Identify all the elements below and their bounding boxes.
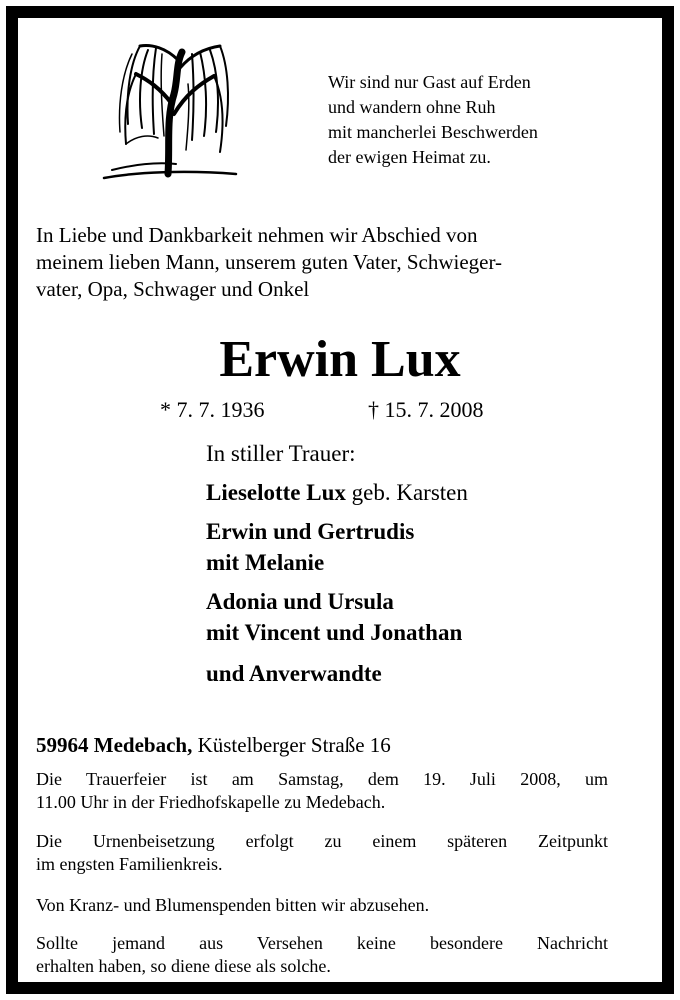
note-line: Die Urnenbeisetzung erfolgt zu einem späteren Zeitpunkt — [36, 831, 608, 851]
verse-line: und wandern ohne Ruh — [328, 97, 496, 117]
mourner-family: Adonia und Ursula — [206, 589, 394, 614]
note-line: erhalten haben, so diene diese als solche. — [36, 956, 331, 976]
death-date: † 15. 7. 2008 — [368, 397, 484, 422]
address-street: Küstelberger Straße 16 — [192, 733, 391, 757]
obituary-notice — [6, 6, 674, 994]
verse-line: Wir sind nur Gast auf Erden — [328, 72, 531, 92]
verse-line: der ewigen Heimat zu. — [328, 147, 491, 167]
birth-date: * 7. 7. 1936 — [160, 397, 265, 422]
intro-line: In Liebe und Dankbarkeit nehmen wir Abschied von — [36, 223, 478, 247]
wife-name: Lieselotte Lux — [206, 480, 346, 505]
verse — [328, 70, 538, 170]
notice-note — [36, 932, 608, 978]
intro-line: vater, Opa, Schwager und Onkel — [36, 277, 310, 301]
note-line: im engsten Familienkreis. — [36, 854, 223, 874]
mourner-wife — [206, 477, 468, 508]
intro-text — [36, 222, 502, 303]
mourner-relatives: und Anverwandte — [206, 661, 382, 686]
note-line: Die Trauerfeier ist am Samstag, dem 19. Juli 2008, um — [36, 769, 608, 789]
urn-note — [36, 830, 608, 876]
note-line: 11.00 Uhr in der Friedhofskapelle zu Medebach. — [36, 792, 386, 812]
weeping-willow-icon — [96, 24, 246, 184]
note-line: Sollte jemand aus Versehen keine besondere Nachricht — [36, 933, 608, 953]
address-city: 59964 Medebach, — [36, 733, 193, 757]
deceased-name: Erwin Lux — [219, 331, 461, 388]
address — [36, 732, 391, 759]
mourner-family: mit Melanie — [206, 550, 325, 575]
mourners-heading: In stiller Trauer: — [206, 441, 356, 466]
ceremony-note — [36, 768, 608, 814]
flowers-note — [36, 894, 608, 917]
wife-maiden-name: geb. Karsten — [345, 480, 468, 505]
intro-line: meinem lieben Mann, unserem guten Vater, Schwieger- — [36, 250, 503, 274]
mourner-family: Erwin und Gertrudis — [206, 519, 415, 544]
verse-line: mit mancherlei Beschwerden — [328, 122, 538, 142]
note-line: Von Kranz- und Blumenspenden bitten wir abzusehen. — [36, 895, 430, 915]
mourners-list — [206, 438, 468, 689]
mourner-family: mit Vincent und Jonathan — [206, 620, 463, 645]
